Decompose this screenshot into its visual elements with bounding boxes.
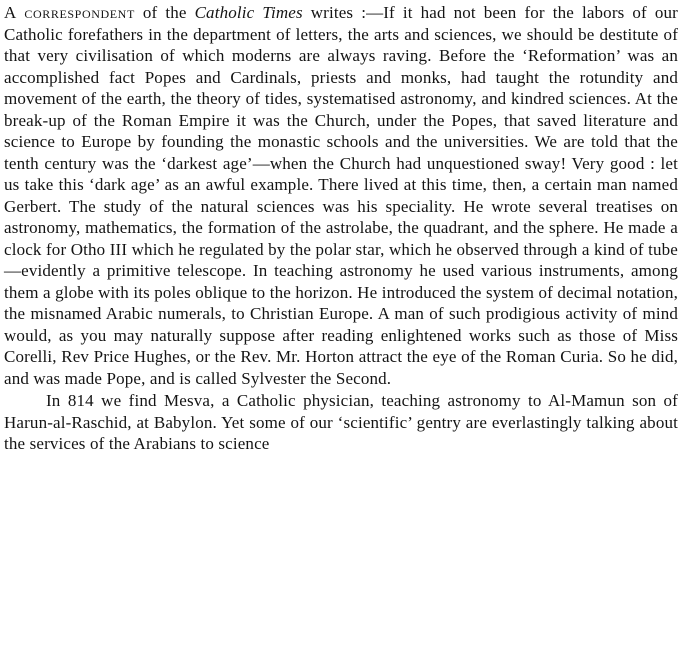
article-paragraph-1: [4, 2, 678, 389]
paragraph-1-text: writes :—If it had not been for the labors of our Catholic forefathers in the department of letters, the arts and sciences, we should be destitute of that very civilisation of which moderns are always raving. Before the ‘Reformation’ was an accomplished fact Popes and Cardinals, priests and monks, had taught the rotundity and movement of the earth, the theory of tides, systematised astronomy, and kindred sciences. At the break-up of the Roman Empire it was the Church, under the Popes, that saved literature and science to Europe by founding the monastic schools and the universities. We are told that the tenth century was the ‘darkest age’—when the Church had unquestioned sway! Very good : let us take this ‘dark age’ as an awful example. There lived at this time, then, a certain man named Gerbert. The study of the natural sciences was his speciality. He wrote several treatises on astronomy, mathematics, the formation of the astrolabe, the quadrant, and the sphere. He made a clock for Otho III which he regulated by the polar star, which he observed through a kind of tube—evidently a primitive telescope. In teaching astronomy he used various instruments, among them a globe with its poles oblique to the horizon. He introduced the system of decimal notation, the misnamed Arabic numerals, to Christian Europe. A man of such prodigious activity of mind would, as you may naturally suppose after reading enlightened works such as those of Miss Corelli, Rev Price Hughes, or the Rev. Mr. Horton attract the eye of the Roman Curia. So he did, and was made Pope, and is called Sylvester the Second.: [4, 3, 678, 388]
article-lead: A correspondent: [4, 3, 135, 22]
publication-name: Catholic Times: [194, 3, 303, 22]
article-lead-connector: of the: [134, 3, 195, 22]
article-paragraph-2: In 814 we find Mesva, a Catholic physician, teaching astronomy to Al-Mamun son of Harun-al-Raschid, at Babylon. Yet some of our ‘scientific’ gentry are everlastingly talking about the services of the Arabians to science: [4, 391, 678, 453]
